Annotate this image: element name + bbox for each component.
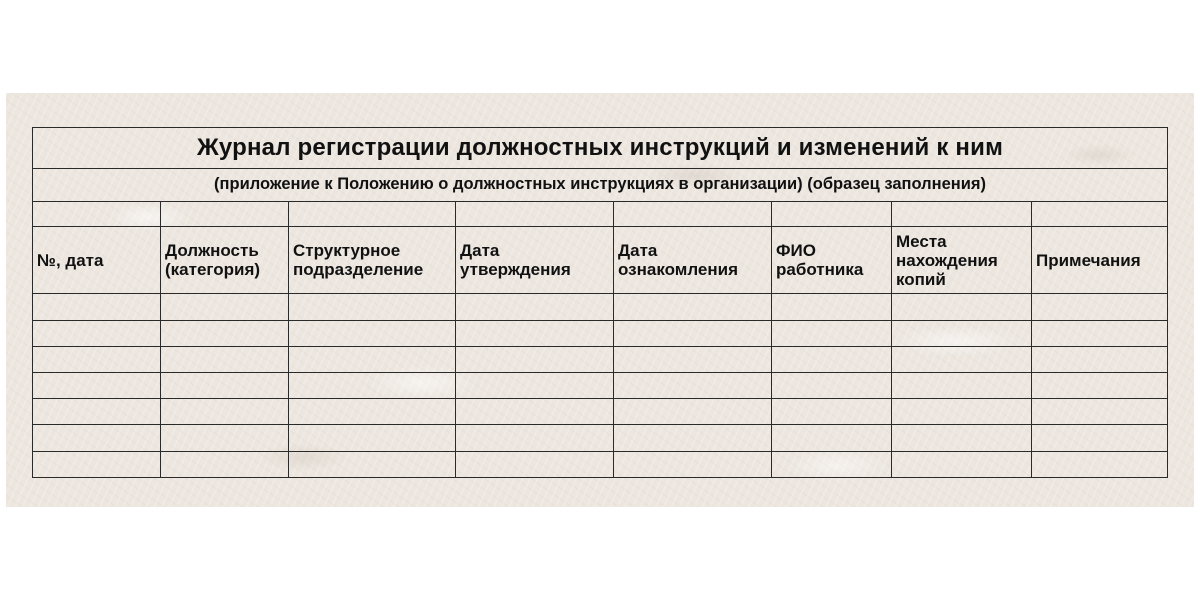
table-cell — [456, 425, 614, 451]
table-cell — [33, 399, 161, 425]
table-cell — [289, 425, 456, 451]
table-cell — [614, 451, 772, 477]
table-cell — [1032, 373, 1168, 399]
spacer-cell — [1032, 201, 1168, 226]
table-cell — [1032, 451, 1168, 477]
table-cell — [1032, 399, 1168, 425]
spacer-row — [33, 201, 1168, 226]
table-cell — [772, 320, 892, 346]
table-row — [33, 399, 1168, 425]
table-cell — [33, 425, 161, 451]
spacer-cell — [33, 201, 161, 226]
column-header-department: Структурное подразделение — [289, 226, 456, 294]
table-cell — [772, 425, 892, 451]
table-cell — [161, 451, 289, 477]
table-cell — [289, 294, 456, 320]
table-cell — [614, 373, 772, 399]
column-header-acquaintance-date: Дата ознакомления — [614, 226, 772, 294]
table-cell — [1032, 425, 1168, 451]
spacer-cell — [161, 201, 289, 226]
table-cell — [772, 346, 892, 372]
column-header-copy-locations: Места нахождения копий — [892, 226, 1032, 294]
table-cell — [614, 294, 772, 320]
table-cell — [892, 451, 1032, 477]
table-cell — [892, 294, 1032, 320]
table-cell — [33, 451, 161, 477]
journal-title: Журнал регистрации должностных инструкций и изменений к ним — [33, 128, 1168, 169]
table-cell — [456, 346, 614, 372]
table-cell — [33, 320, 161, 346]
column-header-row — [33, 226, 1168, 294]
table-cell — [161, 320, 289, 346]
column-header-approval-date: Дата утверждения — [456, 226, 614, 294]
table-cell — [1032, 346, 1168, 372]
spacer-cell — [289, 201, 456, 226]
table-cell — [161, 294, 289, 320]
table-cell — [892, 373, 1032, 399]
column-header-employee-name: ФИО работника — [772, 226, 892, 294]
spacer-cell — [892, 201, 1032, 226]
table-cell — [161, 425, 289, 451]
table-cell — [772, 373, 892, 399]
table-cell — [289, 346, 456, 372]
table-cell — [456, 320, 614, 346]
table-cell — [456, 451, 614, 477]
table-cell — [289, 399, 456, 425]
table-cell — [614, 399, 772, 425]
column-header-notes: Примечания — [1032, 226, 1168, 294]
table-cell — [1032, 294, 1168, 320]
spacer-cell — [772, 201, 892, 226]
table-cell — [33, 346, 161, 372]
table-cell — [161, 346, 289, 372]
table-cell — [456, 373, 614, 399]
table-cell — [772, 399, 892, 425]
table-row — [33, 373, 1168, 399]
table-cell — [614, 346, 772, 372]
journal-table — [32, 127, 1168, 478]
table-cell — [614, 425, 772, 451]
table-row — [33, 425, 1168, 451]
table-cell — [456, 399, 614, 425]
column-header-number-date: №, дата — [33, 226, 161, 294]
table-cell — [772, 294, 892, 320]
table-cell — [456, 294, 614, 320]
journal-subtitle: (приложение к Положению о должностных инструкциях в организации) (образец заполнения) — [33, 169, 1168, 201]
table-cell — [614, 320, 772, 346]
table-row — [33, 346, 1168, 372]
table-row — [33, 294, 1168, 320]
table-cell — [892, 425, 1032, 451]
spacer-cell — [614, 201, 772, 226]
table-cell — [772, 451, 892, 477]
table-row — [33, 320, 1168, 346]
table-cell — [161, 399, 289, 425]
table-cell — [33, 373, 161, 399]
table-cell — [33, 294, 161, 320]
table-cell — [1032, 320, 1168, 346]
column-header-position: Должность (категория) — [161, 226, 289, 294]
table-cell — [289, 451, 456, 477]
table-cell — [892, 320, 1032, 346]
table-cell — [161, 373, 289, 399]
table-row — [33, 451, 1168, 477]
table-cell — [289, 373, 456, 399]
table-cell — [892, 399, 1032, 425]
table-cell — [892, 346, 1032, 372]
spacer-cell — [456, 201, 614, 226]
table-cell — [289, 320, 456, 346]
